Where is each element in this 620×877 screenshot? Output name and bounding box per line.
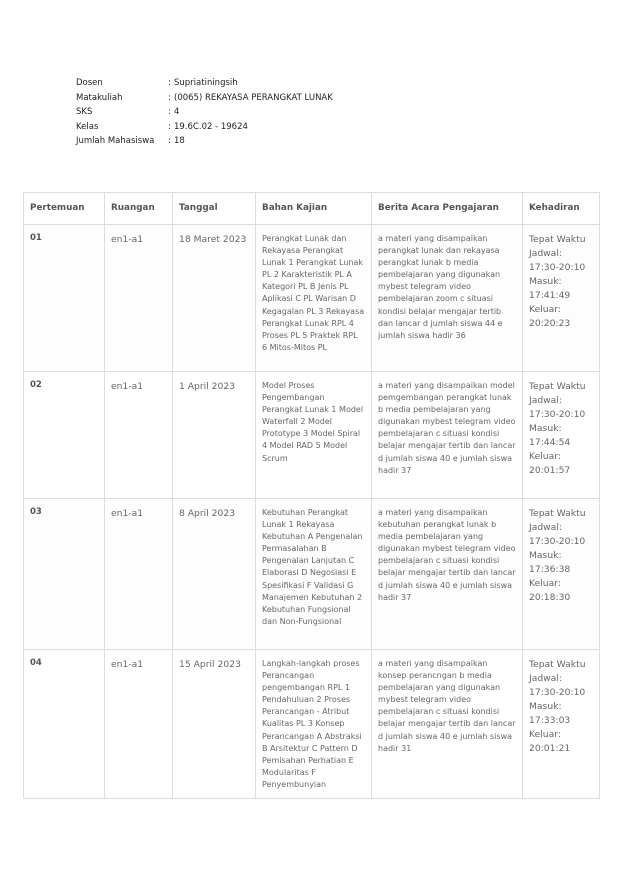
cell-attendance: Tepat Waktu Jadwal: 17:30-20:10 Masuk: 17:33:03 Keluar: 20:01:21 (523, 650, 600, 799)
course-info (76, 76, 333, 149)
cell-date: 8 April 2023 (173, 499, 256, 650)
cell-date: 18 Maret 2023 (173, 225, 256, 372)
header-berita-acara: Berita Acara Pengajaran (372, 193, 523, 225)
info-label: Jumlah Mahasiswa (76, 136, 155, 146)
cell-room: en1-a1 (105, 650, 173, 799)
info-separator: : (168, 121, 171, 132)
cell-meeting: 02 (24, 372, 105, 499)
cell-teaching-report: a materi yang disampaikan model pemgembangan perangkat lunak b media pembelajaran yang digunakan mybest telegram video pembelajaran c situasi kondisi belajar mengajar tertib dan lancar d jumlah siswa 40 e jumlah siswa hadir 37 (372, 372, 523, 499)
header-ruangan: Ruangan (105, 193, 173, 225)
cell-date: 1 April 2023 (173, 372, 256, 499)
table-header-row (24, 193, 600, 225)
info-row-dosen (76, 76, 333, 91)
table-row (24, 225, 600, 372)
info-row-jumlah-mahasiswa (76, 134, 333, 149)
table-row (24, 372, 600, 499)
info-row-kelas (76, 120, 333, 135)
info-separator: : (168, 92, 171, 103)
info-label: Matakuliah (76, 92, 123, 103)
info-row-sks (76, 105, 333, 120)
header-kehadiran: Kehadiran (523, 193, 600, 225)
cell-attendance: Tepat Waktu Jadwal: 17:30-20:10 Masuk: 17:36:38 Keluar: 20:18:30 (523, 499, 600, 650)
header-pertemuan: Pertemuan (24, 193, 105, 225)
cell-teaching-report: a materi yang disampaikan konsep perancngan b media pembelajaran yang digunakan mybest telegram video pembelajaran c situasi kondisi belajar mengajar tertib dan lancar d jumlah siswa 40 e jumlah siswa hadir 31 (372, 650, 523, 799)
info-value: Supriatiningsih (174, 78, 238, 88)
info-separator: : (168, 78, 171, 88)
cell-material: Model Proses Pengembangan Perangkat Lunak 1 Model Waterfall 2 Model Prototype 3 Model Spiral 4 Model RAD 5 Model Scrum (256, 372, 372, 499)
cell-material: Langkah-langkah proses Perancangan pengembangan RPL 1 Pendahuluan 2 Proses Perancangan - Atribut Kualitas PL 3 Konsep Perancangan A Abstraksi B Arsitektur C Pattern D Pemisahan Perhatian E Modularitas F Penyembunyian (256, 650, 372, 799)
attendance-table (23, 192, 600, 799)
cell-date: 15 April 2023 (173, 650, 256, 799)
cell-meeting: 03 (24, 499, 105, 650)
info-separator: : (168, 107, 171, 117)
cell-meeting: 04 (24, 650, 105, 799)
cell-teaching-report: a materi yang disampaikan kebutuhan perangkat lunak b media pembelajaran yang digunakan mybest telegram video pembelajaran c situasi kondisi belajar mengajar tertib dan lancar d jumlah siswa 40 e jumlah siswa hadir 37 (372, 499, 523, 650)
table-row (24, 499, 600, 650)
cell-material: Kebutuhan Perangkat Lunak 1 Rekayasa Kebutuhan A Pengenalan Permasalahan B Pengenalan Lanjutan C Elaborasi D Negosiasi E Spesifikasi F Validasi G Manajemen Kebutuhan 2 Kebutuhan Fungsional dan Non-Fungsional (256, 499, 372, 650)
info-value: 18 (174, 136, 185, 146)
cell-room: en1-a1 (105, 372, 173, 499)
attendance-table-container (23, 192, 599, 799)
info-separator: : (168, 136, 171, 146)
info-value: (0065) REKAYASA PERANGKAT LUNAK (174, 92, 333, 103)
header-bahan-kajian: Bahan Kajian (256, 193, 372, 225)
cell-material: Perangkat Lunak dan Rekayasa Perangkat Lunak 1 Perangkat Lunak PL 2 Karakteristik PL A Kategori PL B Jenis PL Aplikasi C PL Warisan D Kegagalan PL 3 Rekayasa Perangkat Lunak RPL 4 Proses PL 5 Praktek RPL 6 Mitos-Mitos PL (256, 225, 372, 372)
cell-teaching-report: a materi yang disampaikan perangkat lunak dan rekayasa perangkat lunak b media pembelajaran yang digunakan mybest telegram video pembelajaran zoom c situasi kondisi belajar mengajar tertib dan lancar d jumlah siswa 44 e jumlah siswa hadir 36 (372, 225, 523, 372)
cell-room: en1-a1 (105, 499, 173, 650)
info-value: 19.6C.02 - 19624 (174, 121, 248, 132)
cell-attendance: Tepat Waktu Jadwal: 17:30-20:10 Masuk: 17:44:54 Keluar: 20:01:57 (523, 372, 600, 499)
info-label: SKS (76, 107, 93, 117)
info-row-matakuliah (76, 91, 333, 106)
info-label: Kelas (76, 121, 99, 132)
header-tanggal: Tanggal (173, 193, 256, 225)
info-value: 4 (174, 107, 180, 117)
table-row (24, 650, 600, 799)
cell-attendance: Tepat Waktu Jadwal: 17:30-20:10 Masuk: 17:41:49 Keluar: 20:20:23 (523, 225, 600, 372)
cell-room: en1-a1 (105, 225, 173, 372)
cell-meeting: 01 (24, 225, 105, 372)
info-label: Dosen (76, 78, 103, 88)
